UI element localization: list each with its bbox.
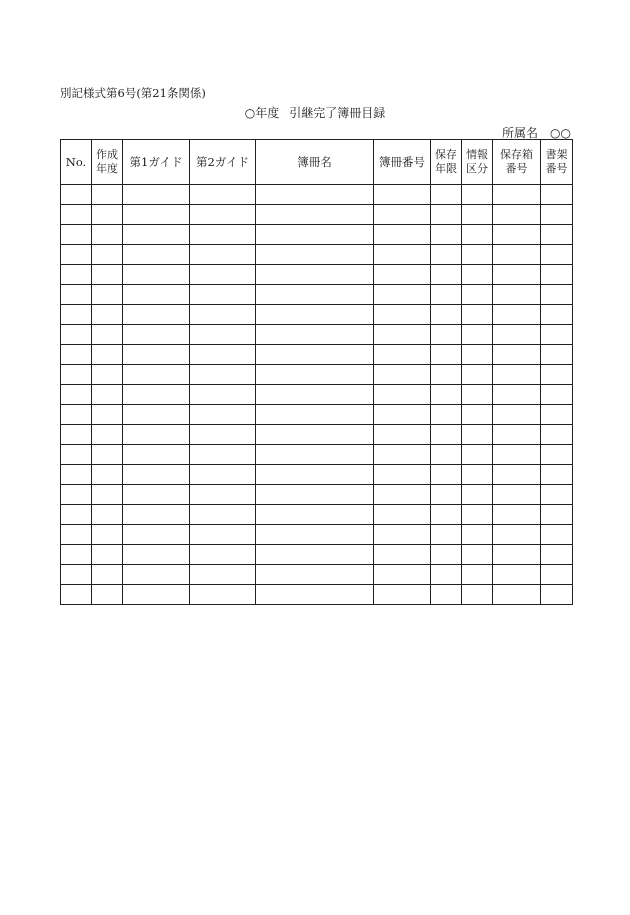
cell-no[interactable] bbox=[61, 525, 92, 545]
cell-guide2[interactable] bbox=[190, 245, 256, 265]
cell-creation-year[interactable] bbox=[92, 245, 123, 265]
cell-retention-period[interactable] bbox=[431, 505, 462, 525]
cell-creation-year[interactable] bbox=[92, 585, 123, 605]
cell-retention-period[interactable] bbox=[431, 265, 462, 285]
cell-guide2[interactable] bbox=[190, 405, 256, 425]
column-header-volume-name-line1: 簿冊名 bbox=[297, 154, 332, 169]
cell-volume-name[interactable] bbox=[256, 365, 374, 385]
cell-retention-period[interactable] bbox=[431, 325, 462, 345]
cell-storage-box-number[interactable] bbox=[493, 345, 541, 365]
cell-retention-period[interactable] bbox=[431, 365, 462, 385]
column-header-storage-box-number bbox=[493, 140, 541, 185]
cell-creation-year[interactable] bbox=[92, 445, 123, 465]
cell-volume-number[interactable] bbox=[374, 465, 431, 485]
cell-volume-name[interactable] bbox=[256, 205, 374, 225]
cell-volume-number[interactable] bbox=[374, 345, 431, 365]
cell-info-category[interactable] bbox=[462, 425, 493, 445]
column-header-storage-box-number-line2: 番号 bbox=[505, 162, 528, 175]
column-header-info-category bbox=[462, 140, 493, 185]
cell-guide1[interactable] bbox=[123, 305, 190, 325]
cell-guide1[interactable] bbox=[123, 385, 190, 405]
column-header-retention-period bbox=[431, 140, 462, 185]
table-row bbox=[61, 205, 573, 225]
cell-volume-name[interactable] bbox=[256, 245, 374, 265]
column-header-guide2-line1: 第2ガイド bbox=[196, 154, 249, 169]
cell-retention-period[interactable] bbox=[431, 585, 462, 605]
cell-retention-period[interactable] bbox=[431, 245, 462, 265]
cell-creation-year[interactable] bbox=[92, 405, 123, 425]
cell-storage-box-number[interactable] bbox=[493, 425, 541, 445]
cell-guide1[interactable] bbox=[123, 185, 190, 205]
cell-volume-name[interactable] bbox=[256, 525, 374, 545]
cell-info-category[interactable] bbox=[462, 585, 493, 605]
cell-guide2[interactable] bbox=[190, 225, 256, 245]
cell-shelf-number[interactable] bbox=[541, 505, 573, 525]
table-row bbox=[61, 185, 573, 205]
cell-volume-number[interactable] bbox=[374, 225, 431, 245]
cell-shelf-number[interactable] bbox=[541, 225, 573, 245]
cell-volume-name[interactable] bbox=[256, 425, 374, 445]
cell-creation-year[interactable] bbox=[92, 525, 123, 545]
cell-guide2[interactable] bbox=[190, 565, 256, 585]
column-header-creation-year-line1: 作成 bbox=[96, 148, 118, 161]
cell-retention-period[interactable] bbox=[431, 205, 462, 225]
cell-shelf-number[interactable] bbox=[541, 265, 573, 285]
cell-guide2[interactable] bbox=[190, 365, 256, 385]
cell-no[interactable] bbox=[61, 305, 92, 325]
column-header-volume-number-line1: 簿冊番号 bbox=[379, 154, 425, 169]
cell-retention-period[interactable] bbox=[431, 565, 462, 585]
table-row bbox=[61, 225, 573, 245]
cell-creation-year[interactable] bbox=[92, 285, 123, 305]
cell-shelf-number[interactable] bbox=[541, 305, 573, 325]
table-row bbox=[61, 345, 573, 365]
cell-guide1[interactable] bbox=[123, 225, 190, 245]
cell-volume-number[interactable] bbox=[374, 565, 431, 585]
cell-shelf-number[interactable] bbox=[541, 245, 573, 265]
cell-storage-box-number[interactable] bbox=[493, 565, 541, 585]
cell-creation-year[interactable] bbox=[92, 225, 123, 245]
cell-info-category[interactable] bbox=[462, 325, 493, 345]
cell-no[interactable] bbox=[61, 465, 92, 485]
cell-retention-period[interactable] bbox=[431, 425, 462, 445]
cell-shelf-number[interactable] bbox=[541, 465, 573, 485]
cell-storage-box-number[interactable] bbox=[493, 265, 541, 285]
table-row bbox=[61, 445, 573, 465]
cell-guide1[interactable] bbox=[123, 485, 190, 505]
title-text: 引継完了簿冊目録 bbox=[289, 106, 386, 120]
column-header-volume-number bbox=[374, 140, 431, 185]
cell-retention-period[interactable] bbox=[431, 465, 462, 485]
table-row bbox=[61, 305, 573, 325]
cell-info-category[interactable] bbox=[462, 545, 493, 565]
cell-shelf-number[interactable] bbox=[541, 585, 573, 605]
table-row bbox=[61, 565, 573, 585]
cell-volume-name[interactable] bbox=[256, 405, 374, 425]
cell-volume-name[interactable] bbox=[256, 505, 374, 525]
cell-guide2[interactable] bbox=[190, 525, 256, 545]
column-header-shelf-number bbox=[541, 140, 573, 185]
cell-creation-year[interactable] bbox=[92, 465, 123, 485]
cell-guide1[interactable] bbox=[123, 525, 190, 545]
column-header-storage-box-number-line1: 保存箱 bbox=[500, 148, 533, 161]
cell-volume-number[interactable] bbox=[374, 365, 431, 385]
cell-volume-number[interactable] bbox=[374, 445, 431, 465]
cell-storage-box-number[interactable] bbox=[493, 545, 541, 565]
column-header-shelf-number-line2: 番号 bbox=[545, 162, 568, 175]
cell-volume-name[interactable] bbox=[256, 485, 374, 505]
cell-storage-box-number[interactable] bbox=[493, 325, 541, 345]
cell-no[interactable] bbox=[61, 505, 92, 525]
cell-volume-name[interactable] bbox=[256, 345, 374, 365]
cell-storage-box-number[interactable] bbox=[493, 485, 541, 505]
cell-guide1[interactable] bbox=[123, 505, 190, 525]
cell-retention-period[interactable] bbox=[431, 445, 462, 465]
table-row bbox=[61, 265, 573, 285]
cell-storage-box-number[interactable] bbox=[493, 205, 541, 225]
cell-volume-number[interactable] bbox=[374, 325, 431, 345]
cell-creation-year[interactable] bbox=[92, 265, 123, 285]
table-row bbox=[61, 465, 573, 485]
cell-volume-number[interactable] bbox=[374, 385, 431, 405]
cell-guide1[interactable] bbox=[123, 545, 190, 565]
table-row bbox=[61, 245, 573, 265]
table-row bbox=[61, 325, 573, 345]
cell-retention-period[interactable] bbox=[431, 285, 462, 305]
cell-info-category[interactable] bbox=[462, 205, 493, 225]
cell-volume-number[interactable] bbox=[374, 505, 431, 525]
column-header-guide1-line1: 第1ガイド bbox=[129, 154, 183, 169]
cell-volume-name[interactable] bbox=[256, 225, 374, 245]
header-row bbox=[61, 140, 573, 185]
cell-creation-year[interactable] bbox=[92, 385, 123, 405]
title-fiscal-year: ○年度 bbox=[244, 106, 280, 120]
table-row bbox=[61, 585, 573, 605]
cell-guide1[interactable] bbox=[123, 265, 190, 285]
cell-info-category[interactable] bbox=[462, 505, 493, 525]
cell-guide2[interactable] bbox=[190, 345, 256, 365]
table-row bbox=[61, 485, 573, 505]
cell-no[interactable] bbox=[61, 265, 92, 285]
cell-volume-number[interactable] bbox=[374, 305, 431, 325]
cell-guide2[interactable] bbox=[190, 305, 256, 325]
cell-no[interactable] bbox=[61, 285, 92, 305]
table-row bbox=[61, 285, 573, 305]
cell-volume-number[interactable] bbox=[374, 425, 431, 445]
cell-guide2[interactable] bbox=[190, 505, 256, 525]
table-row bbox=[61, 545, 573, 565]
cell-guide2[interactable] bbox=[190, 325, 256, 345]
cell-volume-name[interactable] bbox=[256, 265, 374, 285]
cell-volume-number[interactable] bbox=[374, 485, 431, 505]
cell-storage-box-number[interactable] bbox=[493, 465, 541, 485]
cell-shelf-number[interactable] bbox=[541, 525, 573, 545]
cell-info-category[interactable] bbox=[462, 385, 493, 405]
cell-volume-number[interactable] bbox=[374, 525, 431, 545]
cell-storage-box-number[interactable] bbox=[493, 585, 541, 605]
cell-guide2[interactable] bbox=[190, 445, 256, 465]
cell-no[interactable] bbox=[61, 245, 92, 265]
cell-guide1[interactable] bbox=[123, 365, 190, 385]
cell-info-category[interactable] bbox=[462, 305, 493, 325]
cell-shelf-number[interactable] bbox=[541, 185, 573, 205]
cell-guide2[interactable] bbox=[190, 385, 256, 405]
cell-volume-name[interactable] bbox=[256, 385, 374, 405]
column-header-retention-period-line1: 保存 bbox=[435, 148, 457, 161]
cell-shelf-number[interactable] bbox=[541, 445, 573, 465]
cell-no[interactable] bbox=[61, 365, 92, 385]
cell-info-category[interactable] bbox=[462, 485, 493, 505]
cell-guide1[interactable] bbox=[123, 425, 190, 445]
cell-guide2[interactable] bbox=[190, 425, 256, 445]
cell-info-category[interactable] bbox=[462, 405, 493, 425]
cell-guide1[interactable] bbox=[123, 585, 190, 605]
table-row bbox=[61, 405, 573, 425]
cell-guide1[interactable] bbox=[123, 325, 190, 345]
cell-no[interactable] bbox=[61, 425, 92, 445]
table-row bbox=[61, 505, 573, 525]
cell-creation-year[interactable] bbox=[92, 345, 123, 365]
cell-retention-period[interactable] bbox=[431, 385, 462, 405]
table-body bbox=[61, 185, 573, 605]
cell-guide2[interactable] bbox=[190, 205, 256, 225]
cell-no[interactable] bbox=[61, 445, 92, 465]
cell-creation-year[interactable] bbox=[92, 185, 123, 205]
cell-guide2[interactable] bbox=[190, 545, 256, 565]
cell-no[interactable] bbox=[61, 485, 92, 505]
cell-volume-number[interactable] bbox=[374, 545, 431, 565]
cell-creation-year[interactable] bbox=[92, 485, 123, 505]
cell-guide2[interactable] bbox=[190, 285, 256, 305]
cell-retention-period[interactable] bbox=[431, 405, 462, 425]
cell-no[interactable] bbox=[61, 565, 92, 585]
cell-creation-year[interactable] bbox=[92, 565, 123, 585]
cell-info-category[interactable] bbox=[462, 525, 493, 545]
cell-guide2[interactable] bbox=[190, 185, 256, 205]
cell-storage-box-number[interactable] bbox=[493, 385, 541, 405]
cell-volume-name[interactable] bbox=[256, 565, 374, 585]
cell-creation-year[interactable] bbox=[92, 305, 123, 325]
cell-shelf-number[interactable] bbox=[541, 405, 573, 425]
cell-shelf-number[interactable] bbox=[541, 485, 573, 505]
column-header-shelf-number-line1: 書架 bbox=[545, 148, 568, 161]
cell-no[interactable] bbox=[61, 345, 92, 365]
cell-guide2[interactable] bbox=[190, 265, 256, 285]
cell-creation-year[interactable] bbox=[92, 205, 123, 225]
cell-shelf-number[interactable] bbox=[541, 285, 573, 305]
cell-info-category[interactable] bbox=[462, 465, 493, 485]
cell-storage-box-number[interactable] bbox=[493, 185, 541, 205]
cell-shelf-number[interactable] bbox=[541, 385, 573, 405]
cell-volume-name[interactable] bbox=[256, 305, 374, 325]
cell-no[interactable] bbox=[61, 325, 92, 345]
column-header-retention-period-line2: 年限 bbox=[435, 162, 457, 175]
column-header-creation-year bbox=[92, 140, 123, 185]
cell-guide2[interactable] bbox=[190, 465, 256, 485]
cell-volume-number[interactable] bbox=[374, 585, 431, 605]
cell-info-category[interactable] bbox=[462, 285, 493, 305]
cell-shelf-number[interactable] bbox=[541, 365, 573, 385]
cell-guide1[interactable] bbox=[123, 445, 190, 465]
table-row bbox=[61, 385, 573, 405]
cell-info-category[interactable] bbox=[462, 225, 493, 245]
cell-no[interactable] bbox=[61, 545, 92, 565]
cell-info-category[interactable] bbox=[462, 185, 493, 205]
cell-guide1[interactable] bbox=[123, 405, 190, 425]
cell-volume-name[interactable] bbox=[256, 585, 374, 605]
cell-creation-year[interactable] bbox=[92, 425, 123, 445]
cell-no[interactable] bbox=[61, 185, 92, 205]
cell-shelf-number[interactable] bbox=[541, 565, 573, 585]
cell-no[interactable] bbox=[61, 205, 92, 225]
cell-guide1[interactable] bbox=[123, 245, 190, 265]
cell-guide1[interactable] bbox=[123, 465, 190, 485]
cell-shelf-number[interactable] bbox=[541, 205, 573, 225]
cell-volume-name[interactable] bbox=[256, 325, 374, 345]
cell-storage-box-number[interactable] bbox=[493, 225, 541, 245]
cell-volume-number[interactable] bbox=[374, 285, 431, 305]
cell-creation-year[interactable] bbox=[92, 365, 123, 385]
cell-storage-box-number[interactable] bbox=[493, 365, 541, 385]
cell-retention-period[interactable] bbox=[431, 525, 462, 545]
column-header-guide2 bbox=[190, 140, 256, 185]
cell-info-category[interactable] bbox=[462, 445, 493, 465]
cell-storage-box-number[interactable] bbox=[493, 525, 541, 545]
cell-retention-period[interactable] bbox=[431, 185, 462, 205]
cell-storage-box-number[interactable] bbox=[493, 505, 541, 525]
cell-guide1[interactable] bbox=[123, 565, 190, 585]
form-number-label: 別記様式第6号(第21条関係) bbox=[60, 86, 206, 100]
cell-creation-year[interactable] bbox=[92, 545, 123, 565]
cell-retention-period[interactable] bbox=[431, 305, 462, 325]
cell-guide1[interactable] bbox=[123, 205, 190, 225]
cell-no[interactable] bbox=[61, 385, 92, 405]
cell-volume-number[interactable] bbox=[374, 185, 431, 205]
cell-no[interactable] bbox=[61, 585, 92, 605]
cell-info-category[interactable] bbox=[462, 345, 493, 365]
column-header-creation-year-line2: 年度 bbox=[96, 162, 118, 175]
cell-volume-name[interactable] bbox=[256, 545, 374, 565]
cell-volume-name[interactable] bbox=[256, 185, 374, 205]
cell-volume-number[interactable] bbox=[374, 245, 431, 265]
table-row bbox=[61, 365, 573, 385]
cell-storage-box-number[interactable] bbox=[493, 285, 541, 305]
cell-creation-year[interactable] bbox=[92, 505, 123, 525]
cell-shelf-number[interactable] bbox=[541, 425, 573, 445]
cell-volume-number[interactable] bbox=[374, 405, 431, 425]
cell-retention-period[interactable] bbox=[431, 225, 462, 245]
affiliation-label: 所属名 bbox=[502, 126, 539, 140]
cell-no[interactable] bbox=[61, 225, 92, 245]
cell-retention-period[interactable] bbox=[431, 345, 462, 365]
affiliation-value: ○○ bbox=[550, 126, 571, 140]
cell-shelf-number[interactable] bbox=[541, 325, 573, 345]
cell-storage-box-number[interactable] bbox=[493, 405, 541, 425]
table-row bbox=[61, 525, 573, 545]
cell-info-category[interactable] bbox=[462, 565, 493, 585]
table-row bbox=[61, 425, 573, 445]
cell-volume-name[interactable] bbox=[256, 465, 374, 485]
cell-shelf-number[interactable] bbox=[541, 345, 573, 365]
column-header-guide1 bbox=[123, 140, 190, 185]
cell-storage-box-number[interactable] bbox=[493, 245, 541, 265]
column-header-no-line1: No. bbox=[65, 154, 87, 169]
cell-guide2[interactable] bbox=[190, 485, 256, 505]
register-table bbox=[60, 139, 573, 605]
document-title bbox=[0, 104, 630, 121]
cell-info-category[interactable] bbox=[462, 265, 493, 285]
cell-retention-period[interactable] bbox=[431, 485, 462, 505]
cell-volume-name[interactable] bbox=[256, 445, 374, 465]
cell-no[interactable] bbox=[61, 405, 92, 425]
cell-info-category[interactable] bbox=[462, 245, 493, 265]
column-header-info-category-line2: 区分 bbox=[466, 162, 488, 175]
cell-creation-year[interactable] bbox=[92, 325, 123, 345]
column-header-info-category-line1: 情報 bbox=[466, 148, 488, 161]
cell-volume-name[interactable] bbox=[256, 285, 374, 305]
cell-guide1[interactable] bbox=[123, 345, 190, 365]
cell-volume-number[interactable] bbox=[374, 205, 431, 225]
cell-storage-box-number[interactable] bbox=[493, 305, 541, 325]
cell-storage-box-number[interactable] bbox=[493, 445, 541, 465]
column-header-volume-name bbox=[256, 140, 374, 185]
cell-guide2[interactable] bbox=[190, 585, 256, 605]
cell-info-category[interactable] bbox=[462, 365, 493, 385]
cell-volume-number[interactable] bbox=[374, 265, 431, 285]
cell-retention-period[interactable] bbox=[431, 545, 462, 565]
cell-guide1[interactable] bbox=[123, 285, 190, 305]
cell-shelf-number[interactable] bbox=[541, 545, 573, 565]
column-header-no bbox=[61, 140, 92, 185]
